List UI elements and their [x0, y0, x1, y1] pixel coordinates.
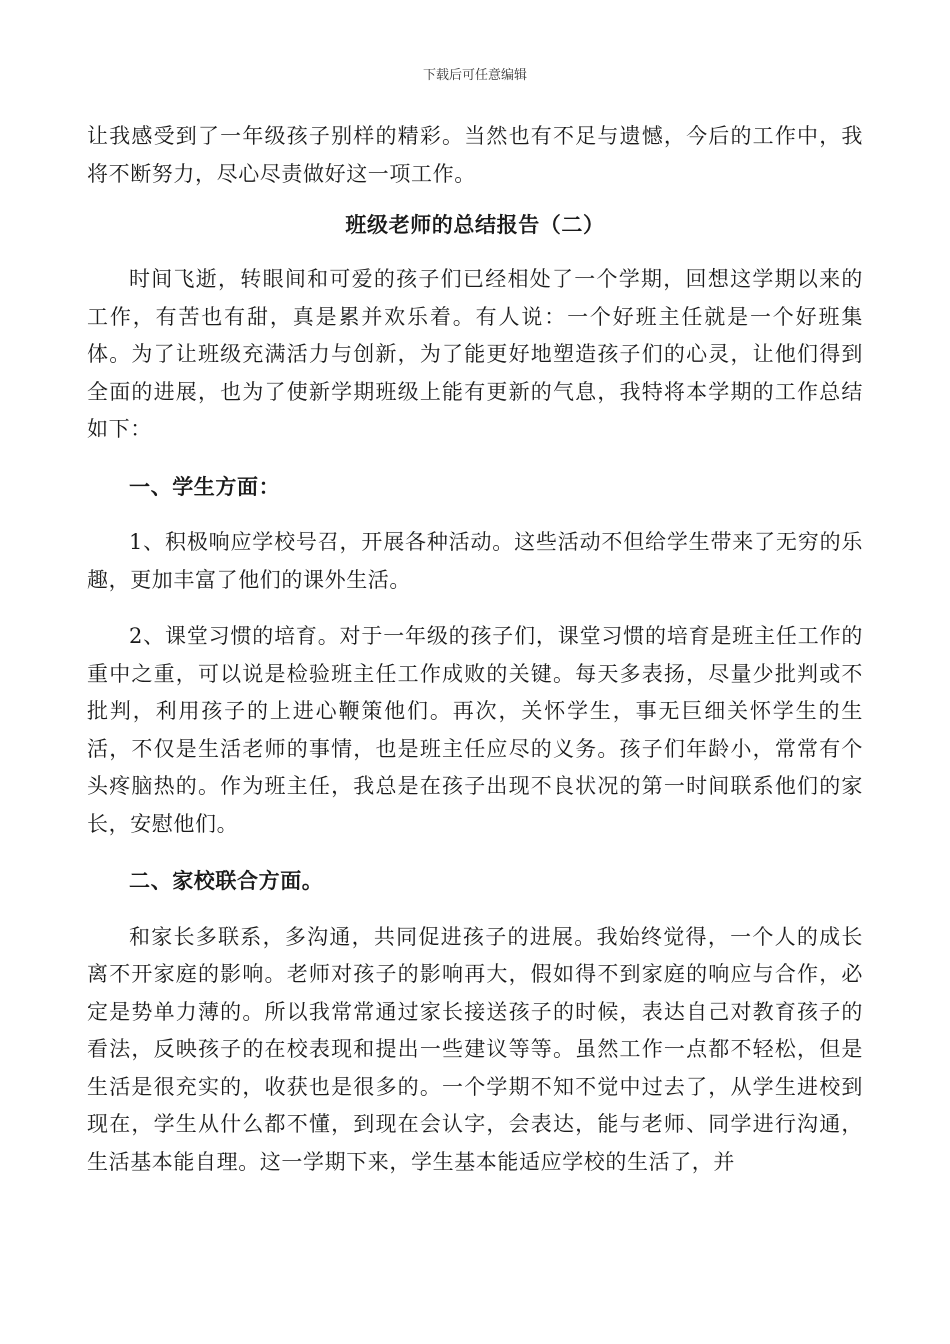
intro-paragraph: 让我感受到了一年级孩子别样的精彩。当然也有不足与遗憾，今后的工作中，我将不断努力，尽心尽责做好这一项工作。 [87, 124, 863, 186]
spacer [87, 843, 863, 862]
section-1-heading: 一、学生方面： [129, 473, 281, 499]
spacer [87, 449, 863, 468]
header-note: 下载后可任意编辑 [422, 68, 527, 83]
section-2-heading: 二、家校联合方面。 [129, 868, 324, 893]
section-1-item-2: 2、课堂习惯的培育。对于一年级的孩子们，课堂习惯的培育是班主任工作的重中之重，可以说是检验班主任工作成败的关键。每天多表扬，尽量少批判或不批判，利用孩子的上进心鞭策他们。再次，关怀学生，事无巨细关怀学生的生活，不仅是生活老师的事情，也是班主任应尽的义务。孩子们年龄小，常常有个头疼脑热的。作为班主任，我总是在孩子出现不良状况的第一时间联系他们的家长，安慰他们。 [87, 624, 863, 836]
spacer [87, 245, 863, 261]
section-2-paragraph: 和家长多联系，多沟通，共同促进孩子的进展。我始终觉得，一个人的成长离不开家庭的影响。老师对孩子的影响再大，假如得不到家庭的响应与合作，必定是势单力薄的。所以我常常通过家长接送孩子的时候，表达自己对教育孩子的看法，反映孩子的在校表现和提出一些建议等等。虽然工作一点都不轻松，但是生活是很充实的，收获也是很多的。一个学期不知不觉中过去了，从学生进校到现在，学生从什么都不懂，到现在会认字，会表达，能与老师、同学进行沟通，生活基本能自理。这一学期下来，学生基本能适应学校的生活了，并 [87, 924, 863, 1174]
document-body [87, 118, 863, 1181]
spacer [87, 505, 863, 524]
opening-paragraph: 时间飞逝，转眼间和可爱的孩子们已经相处了一个学期，回想这学期以来的工作，有苦也有甜，真是累并欢乐着。有人说：一个好班主任就是一个好班集体。为了让班级充满活力与创新，为了能更好地塑造孩子们的心灵，让他们得到全面的进展，也为了使新学期班级上能有更新的气息，我特将本学期的工作总结如下： [87, 267, 863, 441]
spacer [87, 900, 863, 919]
spacer [87, 599, 863, 618]
report-title: 班级老师的总结报告（二） [345, 212, 605, 237]
section-1-item-1: 1、积极响应学校号召，开展各种活动。这些活动不但给学生带来了无穷的乐趣，更加丰富了他们的课外生活。 [87, 530, 863, 592]
